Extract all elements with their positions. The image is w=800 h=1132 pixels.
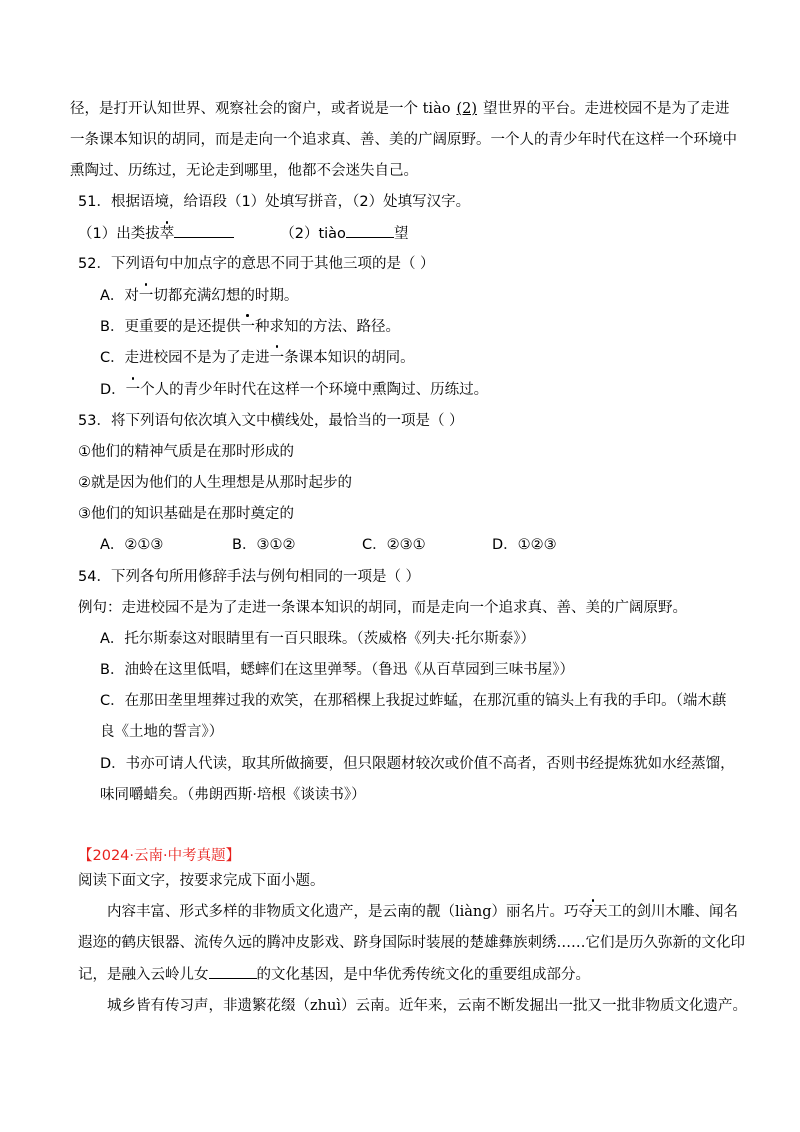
q52-option-b: B．更重要的是还提供一种求知的方法、路径。 bbox=[100, 319, 400, 335]
q54-option-d-line1[interactable]: D．书亦可请人代读，取其所做摘要，但只限题材较次或价值不高者，否则书经提炼犹如水经蒸馏， bbox=[100, 756, 735, 772]
passage2-line2: 遐迩的鹤庆银器、流传久远的腾冲皮影戏、跻身国际时装展的楚雄彝族刺绣……它们是历久弥新的文化印 bbox=[78, 935, 745, 951]
q51-options: （1）出类拔萃 （2）tiào 望 bbox=[78, 223, 800, 244]
passage1-line1: 径，是打开认知世界、观察社会的窗户，或者说是一个 tiào (2) 望世界的平台。走进校园不是为了走进 bbox=[70, 101, 730, 117]
q54-option-a[interactable]: A．托尔斯泰这对眼睛里有一百只眼珠。（茨威格《列夫·托尔斯泰》） bbox=[100, 631, 536, 647]
q54-option-c-line2: 良《土地的誓言》） bbox=[100, 724, 224, 740]
q53-sentence-2: ②就是因为他们的人生理想是从那时起步的 bbox=[78, 475, 352, 491]
q52-stem: 52．下列语句中加点字的意思不同于其他三项的是（ ） bbox=[78, 256, 435, 272]
answer-blank-2[interactable] bbox=[346, 223, 394, 238]
dotted-char: 一 bbox=[138, 288, 154, 304]
q52-option-d: D．一个人的青少年时代在这样一个环境中熏陶过、历练过。 bbox=[100, 382, 489, 398]
dotted-char: 一 bbox=[240, 319, 255, 335]
q53-option-a[interactable]: A．②①③ bbox=[100, 537, 164, 553]
q51-stem: 51．根据语境，给语段（1）处填写拼音，（2）处填写汉字。 bbox=[78, 194, 471, 210]
section-header: 【2024·云南·中考真题】 bbox=[78, 848, 241, 864]
q52-option-c: C．走进校园不是为了走进一条课本知识的胡同。 bbox=[100, 350, 415, 366]
q54-option-d-line2: 味同嚼蜡矣。（弗朗西斯·培根《谈读书》） bbox=[100, 787, 366, 803]
passage1-line3: 熏陶过、历练过，无论走到哪里，他都不会迷失自己。 bbox=[70, 163, 418, 179]
passage1-line2: 一条课本知识的胡同，而是走向一个追求真、善、美的广阔原野。一个人的青少年时代在这样一个环境中 bbox=[70, 132, 737, 148]
blank-2: (2) bbox=[456, 101, 477, 117]
q54-stem: 54．下列各句所用修辞手法与例句相同的一项是（ ） bbox=[78, 569, 421, 585]
q53-option-b[interactable]: B．③①② bbox=[232, 537, 296, 553]
passage2-line1: 内容丰富、形式多样的非物质文化遗产，是云南的靓（liàng）丽名片。巧夺天工的剑川木雕、闻名 bbox=[107, 904, 739, 920]
dotted-char: 萃 bbox=[159, 226, 175, 242]
passage2-line4: 城乡皆有传习声，非遗繁花缀（zhuì）云南。近年来，云南不断发掘出一批又一批非物质文化遗产。 bbox=[107, 998, 747, 1014]
dotted-idiom: 巧夺天工 bbox=[564, 904, 623, 920]
dotted-char: 一 bbox=[125, 382, 141, 398]
q53-sentence-3: ③他们的知识基础是在那时奠定的 bbox=[78, 506, 294, 522]
q52-option-a: A．对一切都充满幻想的时期。 bbox=[100, 288, 299, 304]
q53-stem: 53．将下列语句依次填入文中横线处，最恰当的一项是（ ） bbox=[78, 413, 464, 429]
q53-option-c[interactable]: C．②③① bbox=[362, 537, 426, 553]
q53-option-d[interactable]: D．①②③ bbox=[492, 537, 557, 553]
passage2-line3: 记，是融入云岭儿女 的文化基因，是中华优秀传统文化的重要组成部分。 bbox=[78, 964, 800, 985]
answer-blank-1[interactable] bbox=[174, 223, 234, 238]
section-instruction: 阅读下面文字，按要求完成下面小题。 bbox=[78, 873, 325, 889]
q54-option-b[interactable]: B．油蛉在这里低唱，蟋蟀们在这里弹琴。（鲁迅《从百草园到三味书屋》） bbox=[100, 662, 574, 678]
q53-sentence-1: ①他们的精神气质是在那时形成的 bbox=[78, 444, 294, 460]
answer-blank-3[interactable] bbox=[209, 964, 257, 979]
q54-option-c-line1[interactable]: C．在那田垄里埋葬过我的欢笑，在那稻棵上我捉过蚱蜢，在那沉重的镐头上有我的手印。（端木蕻 bbox=[100, 693, 727, 709]
q54-example: 例句：走进校园不是为了走进一条课本知识的胡同，而是走向一个追求真、善、美的广阔原野。 bbox=[78, 600, 687, 616]
dotted-char: 一 bbox=[269, 350, 285, 366]
